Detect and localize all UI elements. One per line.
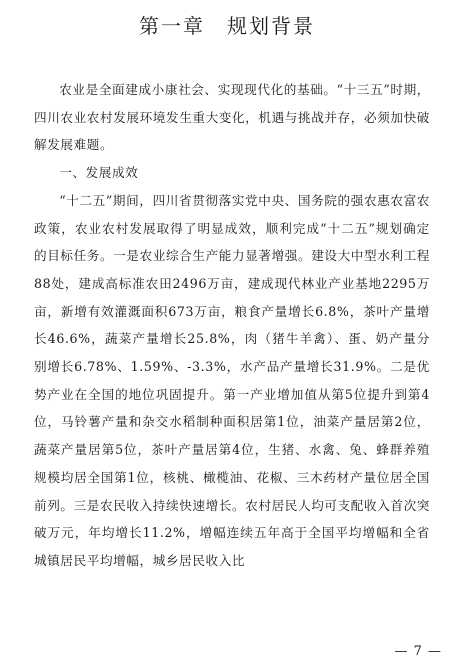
achievements-paragraph: “十二五”期间，四川省贯彻落实党中央、国务院的强农惠农富农政策，农业农村发展取得了明显成效，顺利完成“十二五”规划确定的目标任务。一是农业综合生产能力显著增强。建设大中型水利工程88处，建成高标准农田2496万亩，建成现代林业产业基地2295万亩，新增有效灌溉面积673万亩，粮食产量增长6.8%，茶叶产量增长46.6%，蔬菜产量增长25.8%，肉（猪牛羊禽）、蛋、奶产量分别增长6.78%、1.59%、-3.3%，水产品产量增长31.9%。二是优势产业在全国的地位巩固提升。第一产业增加值从第5位提升到第4位，马铃薯产量和杂交水稻制种面积居第1位，油菜产量居第2位，蔬菜产量居第5位，茶叶产量居第4位，生猪、水禽、兔、蜂群养殖规模均居全国第1位，核桃、橄榄油、花椒、三木药材产量位居全国前列。三是农民收入持续快速增长。农村居民人均可支配收入首次突破万元，年均增长11.2%，增幅连续五年高于全国平均增幅和全省城镇居民平均增幅，城乡居民收入比 bbox=[34, 192, 430, 568]
chapter-title: 第一章 规划背景 bbox=[139, 14, 315, 38]
body-text bbox=[34, 76, 430, 575]
intro-paragraph: 农业是全面建成小康社会、实现现代化的基础。“十三五”时期，四川农业农村发展环境发生重大变化，机遇与挑战并存，必须加快破解发展难题。 bbox=[34, 82, 430, 153]
page-number: — 7 — bbox=[394, 644, 442, 659]
section-heading: 一、发展成效 bbox=[59, 165, 139, 181]
